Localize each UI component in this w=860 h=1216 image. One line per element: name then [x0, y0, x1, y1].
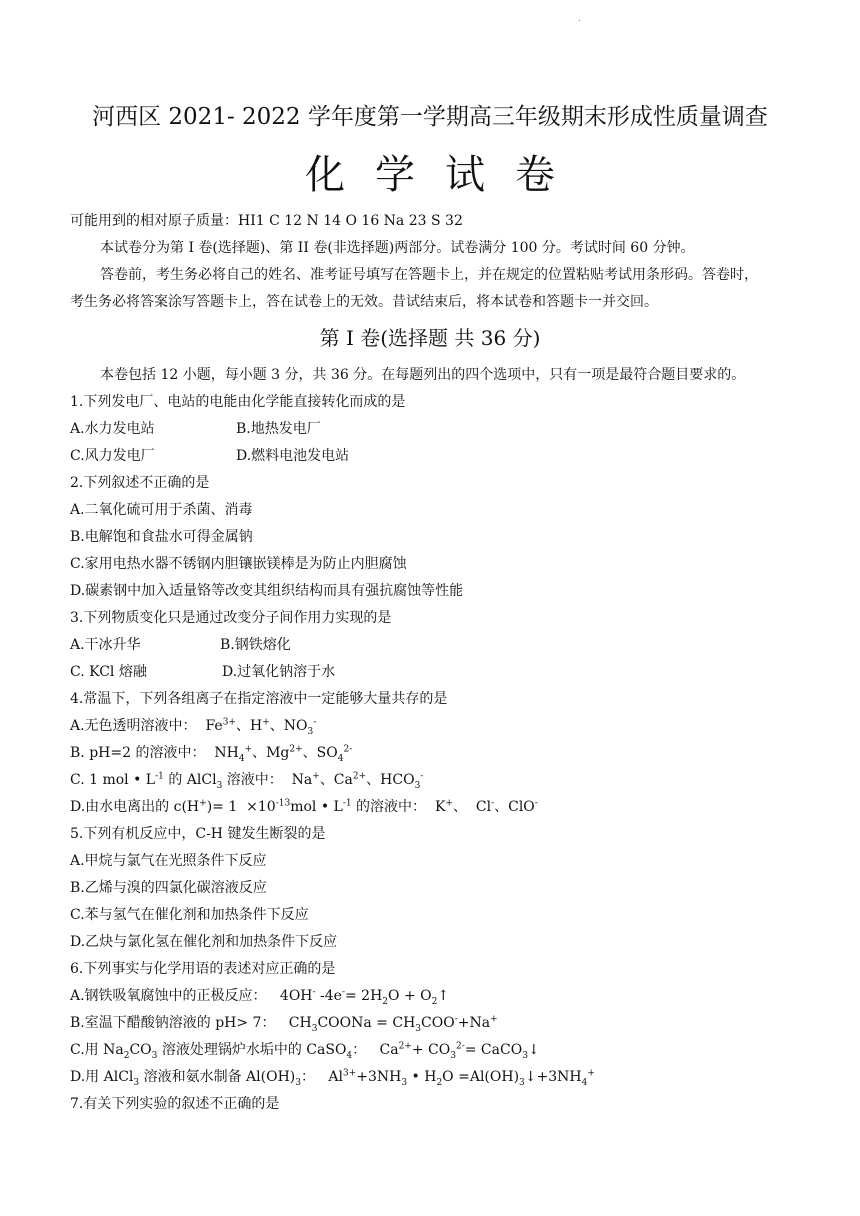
question-6-option-b: B.室温下醋酸钠溶液的 pH> 7： $CH_3COONa = CH_3COO^-+Na^+$ — [70, 1014, 498, 1034]
question-3-option-d: D.过氧化钠溶于水 — [222, 664, 336, 680]
option-c-label: C. 1 mol • L — [70, 772, 156, 788]
question-1-option-c: C.风力发电厂 — [70, 448, 155, 464]
option-b-label: B. pH=2 的溶液中： — [70, 745, 206, 761]
question-7-stem: 7.有关下列实验的叙述不正确的是 — [70, 1096, 280, 1112]
question-2-stem: 2.下列叙述不正确的是 — [70, 475, 210, 491]
subject-title: 化学试卷 — [305, 152, 585, 198]
question-1-option-b: B.地热发电厂 — [236, 421, 321, 437]
question-2-option-d: D.碳素钢中加入适量铬等改变其组织结构而具有强抗腐蚀等性能 — [70, 583, 464, 599]
atomic-masses: 可能用到的相对原子质量：HI1 C 12 N 14 O 16 Na 23 S 32 — [70, 213, 463, 229]
option-b-label: B.室温下醋酸钠溶液的 pH> 7： — [70, 1015, 276, 1031]
question-5-option-d: D.乙炔与氯化氢在催化剂和加热条件下反应 — [70, 934, 338, 950]
question-4-stem: 4.常温下，下列各组离子在指定溶液中一定能够大量共存的是 — [70, 691, 448, 707]
question-6-option-d: D.用 AlCl$_3$ 溶液和氨水制备 $Al(OH)_3$： $Al^{3+}+3NH_3$ • $H_2O$ $=Al(OH)_3↓+3NH_4^+$ — [70, 1068, 595, 1088]
question-2-option-b: B.电解饱和食盐水可得金属钠 — [70, 529, 253, 545]
question-1-stem: 1.下列发电厂、电站的电能由化学能直接转化而成的是 — [70, 394, 406, 410]
option-a-label: A.无色透明溶液中： — [70, 718, 197, 734]
question-1-option-a: A.水力发电站 — [70, 421, 155, 437]
option-d-label: D.用 AlCl — [70, 1069, 134, 1085]
intro-paragraph-1: 本试卷分为第 I 卷(选择题)、第 II 卷(非选择题)两部分。试卷满分 100 分。考试时间 60 分钟。 — [100, 240, 695, 256]
question-5-option-c: C.苯与氢气在催化剂和加热条件下反应 — [70, 907, 309, 923]
option-a-label: A.钢铁吸氧腐蚀中的正极反应： — [70, 988, 267, 1004]
intro-paragraph-2a: 答卷前，考生务必将自己的姓名、准考证号填写在答题卡上，并在规定的位置粘贴考试用条形码。答卷时， — [100, 267, 758, 283]
intro-paragraph-2b: 考生务必将答案涂写答题卡上，答在试卷上的无效。昔试结束后，将本试卷和答题卡一并交回。 — [70, 294, 658, 310]
question-6-option-c: C.用 $Na_2CO_3$ 溶液处理锅炉水垢中的 CaSO$_4$： $Ca^{2+}+ CO_3^{2-}=$ CaCO$_3$↓ — [70, 1041, 540, 1061]
question-5-option-b: B.乙烯与溴的四氯化碳溶液反应 — [70, 880, 267, 896]
question-6-stem: 6.下列事实与化学用语的表述对应正确的是 — [70, 961, 336, 977]
question-3-option-b: B.钢铁熔化 — [220, 637, 291, 653]
section-heading: 第 I 卷(选择题 共 36 分) — [319, 326, 541, 350]
question-5-stem: 5.下列有机反应中，C-H 键发生断裂的是 — [70, 826, 326, 842]
question-2-option-a: A.二氧化硫可用于杀菌、消毒 — [70, 502, 253, 518]
question-5-option-a: A.甲烷与氯气在光照条件下反应 — [70, 853, 267, 869]
question-2-option-c: C.家用电热水器不锈钢内胆镶嵌镁棒是为防止内胆腐蚀 — [70, 556, 407, 572]
option-c-label: C.用 Na — [70, 1042, 124, 1058]
option-d-label: D.由水电离出的 c(H — [70, 799, 200, 815]
exam-title: 河西区 2021- 2022 学年度第一学期高三年级期末形成性质量调查 — [92, 104, 768, 130]
question-4-option-c: C. 1 mol • $L^{-1}$ 的 AlCl$_3$ 溶液中： Na+、$Ca^{2+}$、$HCO_3^-$ — [70, 771, 424, 791]
question-4-option-b: B. pH=2 的溶液中： $NH_4^+$、$Mg^{2+}$、$SO_4^{2-}$ — [70, 744, 353, 764]
question-6-option-a: A.钢铁吸氧腐蚀中的正极反应： 4OH- $-4e^-= 2H_2O$ + $O_2↑$ — [70, 987, 450, 1007]
question-3-option-c: C. KCl 熔融 — [70, 664, 147, 680]
question-4-option-a: A.无色透明溶液中： $Fe^{3+}$、H+、$NO_3^-$ — [70, 717, 317, 737]
section-instructions: 本卷包括 12 小题，每小题 3 分，共 36 分。在每题列出的四个选项中，只有一项是最符合题目要求的。 — [100, 367, 746, 383]
question-1-option-d: D.燃料电池发电站 — [236, 448, 350, 464]
question-3-stem: 3.下列物质变化只是通过改变分子间作用力实现的是 — [70, 610, 392, 626]
header-dot: . — [578, 14, 581, 23]
question-3-option-a: A.干冰升华 — [70, 637, 141, 653]
question-4-option-d: D.由水电离出的 $c(H^+)= 1 \times 10^{-13}mol$ • $L^{-1}$ 的溶液中： K+、 Cl-、ClO- — [70, 798, 538, 815]
